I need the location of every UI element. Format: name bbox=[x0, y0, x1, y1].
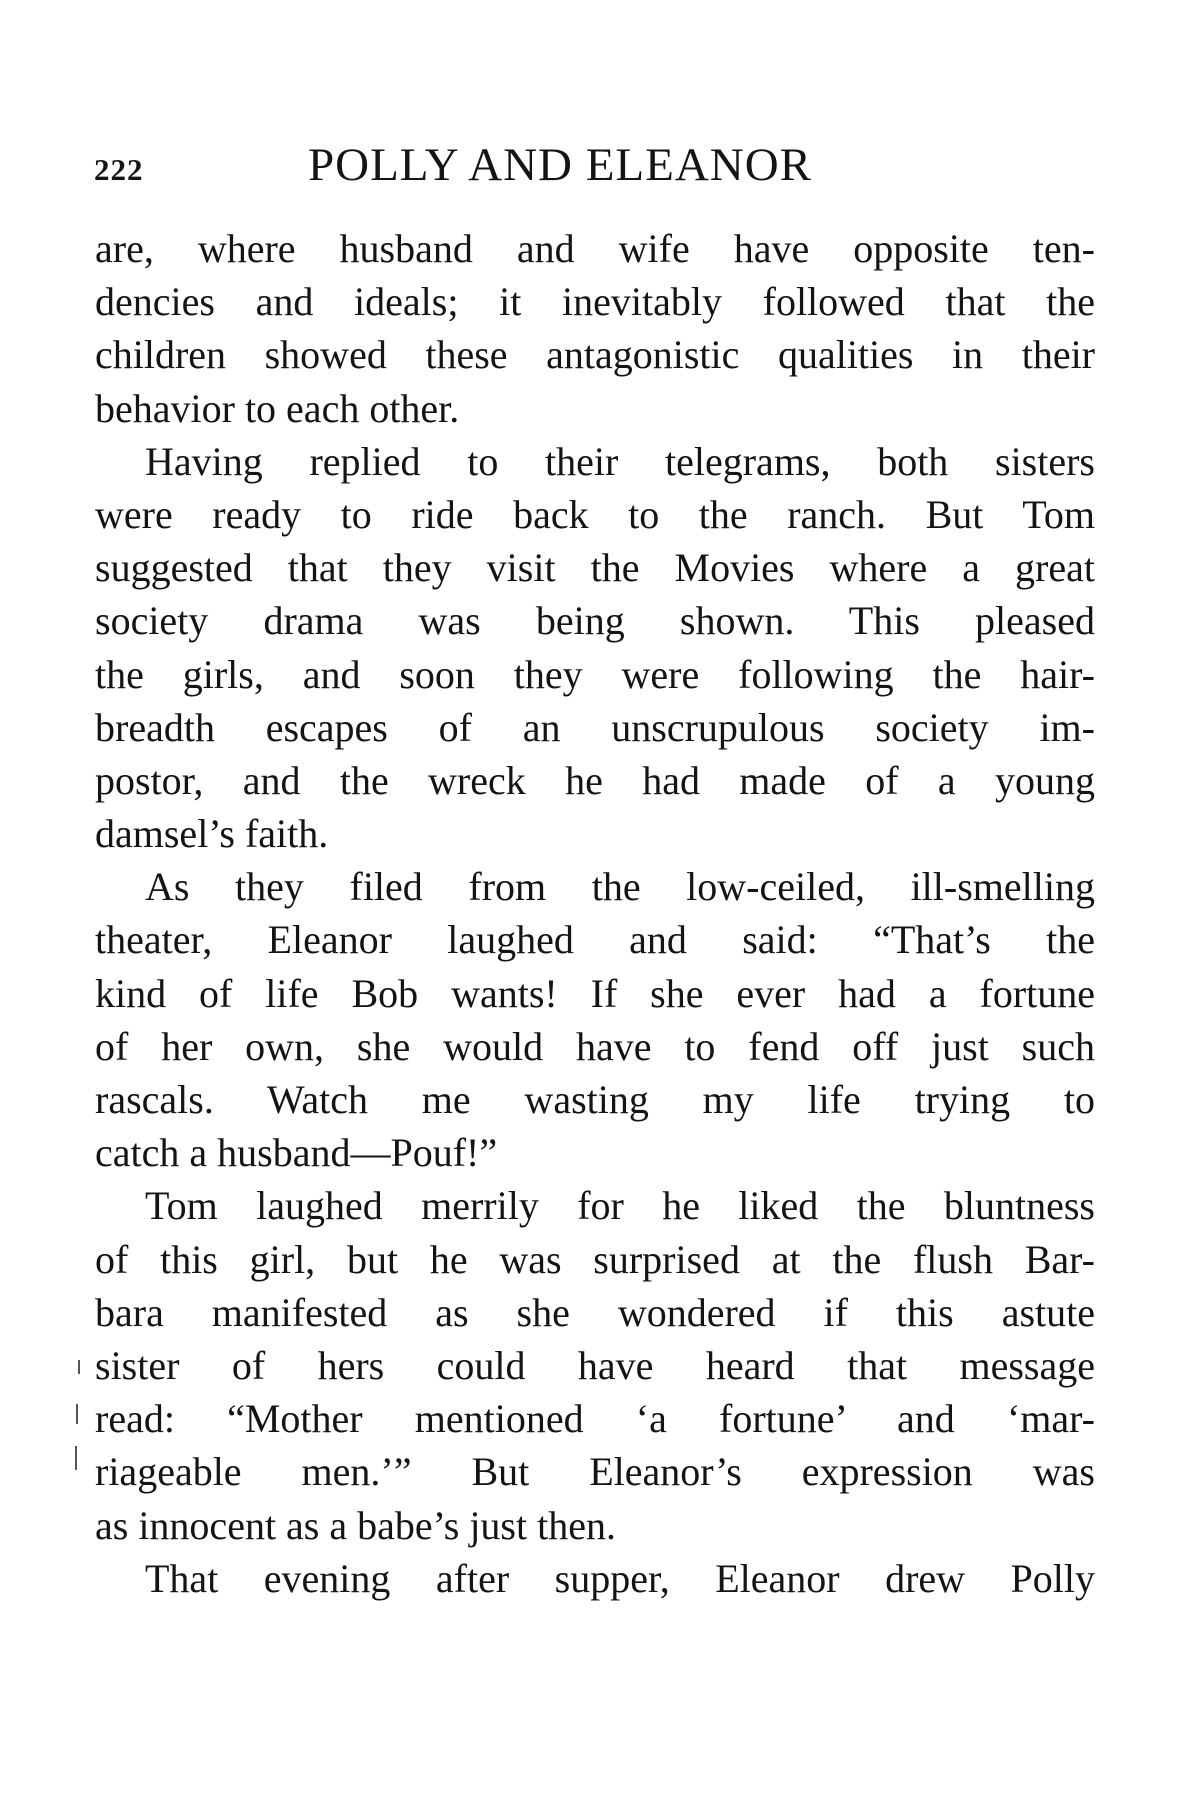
text-line: kind of life Bob wants! If she ever had a fortune bbox=[95, 970, 1095, 1016]
text-line-paragraph-end: damsel’s faith. bbox=[95, 811, 329, 857]
text-line-paragraph-start: Having replied to their telegrams, both sisters bbox=[145, 438, 1095, 484]
text-line: of this girl, but he was surprised at the flush Bar- bbox=[95, 1236, 1095, 1282]
text-line-paragraph-start: Tom laughed merrily for he liked the bluntness bbox=[145, 1183, 1095, 1229]
text-line: riageable men.’” But Eleanor’s expression was bbox=[95, 1449, 1095, 1495]
text-line: were ready to ride back to the ranch. But Tom bbox=[95, 491, 1095, 537]
text-line: the girls, and soon they were following the hair- bbox=[95, 651, 1095, 697]
text-line-paragraph-start: That evening after supper, Eleanor drew Polly bbox=[145, 1555, 1095, 1601]
text-line: dencies and ideals; it inevitably followed that the bbox=[95, 279, 1095, 325]
text-line: rascals. Watch me wasting my life trying to bbox=[95, 1077, 1095, 1122]
text-line: suggested that they visit the Movies where a great bbox=[95, 545, 1095, 591]
body-text bbox=[95, 222, 1095, 1605]
text-line-paragraph-end: behavior to each other. bbox=[95, 385, 460, 431]
text-line-paragraph-end: as innocent as a babe’s just then. bbox=[95, 1502, 616, 1548]
text-line: are, where husband and wife have opposite ten- bbox=[95, 226, 1095, 271]
text-line: of her own, she would have to fend off just such bbox=[95, 1023, 1095, 1069]
margin-scan-marks bbox=[72, 1360, 82, 1480]
text-line-paragraph-start: As they filed from the low-ceiled, ill-smelling bbox=[145, 864, 1095, 910]
text-line: children showed these antagonistic qualities in their bbox=[95, 332, 1095, 378]
text-line: theater, Eleanor laughed and said: “That’s the bbox=[95, 917, 1095, 963]
page-number: 222 bbox=[94, 152, 144, 187]
text-line: breadth escapes of an unscrupulous society im- bbox=[95, 704, 1095, 750]
text-line: postor, and the wreck he had made of a young bbox=[95, 757, 1095, 803]
running-title: POLLY AND ELEANOR bbox=[308, 139, 813, 191]
text-line: society drama was being shown. This pleased bbox=[95, 598, 1095, 644]
text-line-paragraph-end: catch a husband—Pouf!” bbox=[95, 1130, 498, 1176]
page-header bbox=[94, 138, 1094, 198]
text-line: sister of hers could have heard that message bbox=[95, 1342, 1095, 1388]
text-line: bara manifested as she wondered if this astute bbox=[95, 1289, 1095, 1335]
text-line: read: “Mother mentioned ‘a fortune’ and ‘mar- bbox=[95, 1396, 1095, 1442]
